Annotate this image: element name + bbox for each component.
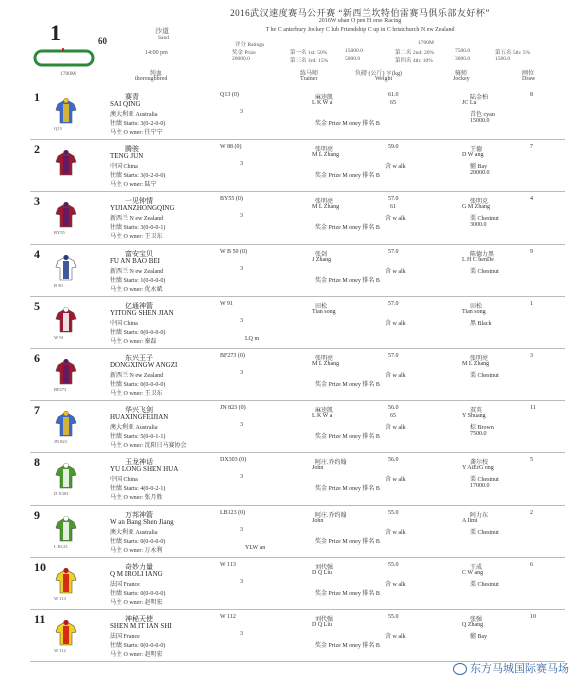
prize-4th-value: 3000.0 — [455, 56, 471, 62]
jockey-silk-icon — [54, 568, 78, 594]
prize-money-label: 奖金 Prize M oney 排名 B — [315, 538, 380, 545]
trainer-en: L K W a — [312, 100, 333, 106]
draw-number: 10 — [530, 614, 536, 620]
horse-name-en: Q M IROLI IANG — [110, 569, 163, 578]
prize-5th: 第五名 5th: 5% — [495, 50, 531, 56]
horse-code: DX303 (0) — [220, 457, 247, 464]
horse-starts: 往绩 Starts: 3(0-0-0-1) — [110, 225, 166, 232]
horse-owner: 马主 O wner: 陆宁 — [110, 182, 157, 189]
jockey-en: G M Zhang — [462, 204, 490, 211]
prize-money-label: 奖金 Prize M oney 排名 B — [315, 590, 380, 597]
jockey-en: JC Lu — [462, 100, 477, 106]
distance-label: 1700M — [418, 40, 434, 46]
draw-number: 3 — [530, 353, 533, 359]
horse-color: 栗 Chestnut — [470, 477, 499, 484]
prize-money-label: 奖金 Prize M oney 排名 B — [315, 434, 380, 441]
trainer-en: M L Zhang — [312, 204, 340, 211]
jockey-cn: 双英 — [470, 408, 483, 415]
col-jockey-cn: 骑师 — [455, 71, 468, 77]
horse-owner: 马主 O wner: 赵明宏 — [110, 652, 163, 658]
jockey-silk-icon — [54, 359, 78, 385]
col-trainer-cn: 练马师 — [300, 71, 319, 77]
col-draw-en: Draw — [522, 76, 536, 82]
trainer-en: J Zhang — [312, 256, 332, 263]
draw-number: 8 — [530, 92, 533, 98]
horse-brand: JN 823 — [54, 439, 67, 445]
runner-row — [30, 88, 565, 140]
prize-money-label: 奖金 Prize M oney 排名 B — [315, 277, 380, 284]
horse-origin: 新西兰 N ew Zealand — [110, 216, 164, 223]
horse-color: 栗 Chestnut — [470, 373, 499, 379]
weight-note: 含 w alk — [385, 529, 406, 536]
runner-number: 10 — [34, 559, 46, 574]
runner-row — [30, 140, 565, 192]
trainer-cn: 张明亮 — [315, 147, 334, 154]
weight-secondary: 65 — [390, 413, 396, 420]
track-length: 1700M — [60, 71, 76, 77]
weight-note: 含 w alk — [385, 268, 406, 275]
horse-name-en: HUAXINGFEIJIAN — [110, 413, 169, 422]
horse-color: 黑 Black — [470, 320, 492, 327]
jockey-cn: 王德 — [470, 147, 483, 154]
horse-age: 3 — [240, 474, 243, 481]
horse-age: 3 — [240, 631, 243, 637]
horse-age: 3 — [240, 109, 243, 115]
horse-brand: BY55 — [54, 230, 65, 236]
trainer-en: L K W a — [312, 413, 333, 420]
horse-brand: L B123 — [54, 543, 68, 549]
prize-money-label: 奖金 Prize M oney 排名 B — [315, 643, 380, 649]
trainer-en: Tian song — [312, 308, 336, 315]
watermark — [453, 660, 569, 676]
horse-name-cn: 腾骏 — [125, 145, 139, 154]
trainer-cn: 田松 — [315, 303, 328, 310]
trainer-cn: 张明亮 — [315, 356, 334, 362]
trainer-cn: 张剑 — [315, 251, 328, 258]
horse-age: 3 — [240, 213, 243, 220]
runner-number: 4 — [34, 246, 40, 261]
prize-money-label: 奖金 Prize M oney 排名 B — [315, 173, 380, 180]
runner-number: 6 — [34, 351, 40, 365]
horse-code: W 88 (0) — [220, 144, 242, 151]
horse-origin: 中国 China — [110, 477, 138, 484]
draw-number: 1 — [530, 300, 533, 307]
weight-value: 55.0 — [388, 561, 399, 568]
horse-starts: 往绩 Starts: 3(0-2-0-0) — [110, 173, 166, 180]
horse-name-cn: 玉龙神话 — [125, 458, 153, 467]
horse-starts: 往绩 Starts: 0(0-0-0-0) — [110, 538, 166, 545]
horse-owner: 马主 O wner: 王卫东 — [110, 234, 163, 241]
horse-owner: 马主 O wner: 任宁宁 — [110, 130, 163, 136]
trainer-cn: 刘代强 — [315, 617, 334, 623]
prize-1st-value: 15000.0 — [345, 48, 363, 54]
prize-3rd: 第三名 3rd: 15% — [290, 58, 329, 64]
prize-money-value: 3000.0 — [470, 222, 487, 229]
horse-starts: 往绩 Starts: 0(0-0-0-0) — [110, 590, 166, 597]
prize-2nd: 第二名 2nd: 20% — [395, 50, 435, 56]
runner-row — [30, 297, 565, 349]
draw-number: 11 — [530, 405, 536, 412]
jockey-cn: 陆金柏 — [470, 95, 489, 101]
horse-code: W 113 — [220, 561, 236, 568]
horse-owner: 马主 O wner: 张月胜 — [110, 495, 163, 502]
runner-row — [30, 349, 565, 401]
prize-money-label: 奖金 Prize M oney 排名 B — [315, 486, 380, 493]
wechat-icon — [453, 663, 467, 675]
trainer-cn: 阿庄.乔约翰 — [315, 460, 347, 467]
trainer-cn: 麻逵凯 — [315, 408, 334, 415]
horse-code: W 91 — [220, 300, 234, 307]
draw-number: 5 — [530, 457, 533, 464]
horse-color: 栗 Chestnut — [470, 268, 499, 275]
weight-note: 含 w alk — [385, 320, 406, 327]
col-jockey-en: Jockey — [453, 76, 470, 82]
horse-code: JN 823 (0) — [220, 405, 246, 412]
horse-color: 骝 Bay — [470, 164, 488, 171]
prize-5th-value: 1500.0 — [495, 56, 511, 62]
jockey-silk-icon — [54, 98, 78, 124]
col-weight-cn: 负磅 (公斤) ＊(kg) — [355, 71, 402, 77]
weight-note: 含 w alk — [385, 477, 406, 484]
horse-starts: 往绩 Starts: 0(0-0-0-0) — [110, 329, 166, 336]
runner-row — [30, 401, 565, 453]
horse-code: LB123 (0) — [220, 509, 246, 516]
runner-row — [30, 192, 565, 244]
runner-number: 7 — [34, 403, 40, 418]
weight-value: 55.0 — [388, 614, 399, 620]
weight-value: 57.0 — [388, 196, 399, 203]
horse-code: W 112 — [220, 614, 236, 620]
prize-money-label: 奖金 Prize M oney 排名 B — [315, 121, 380, 127]
horse-name-en: W an Bang Shen Jiang — [110, 517, 174, 526]
race-title-en: 2016W uhan O pen H orse Racing — [318, 18, 402, 24]
horse-color: 栗 Chestnut — [470, 216, 499, 223]
horse-name-en: YITONG SHEN JIAN — [110, 308, 174, 317]
horse-name-cn: 奇妙力量 — [125, 562, 153, 571]
weight-note: 含 w alk — [385, 581, 406, 588]
race-distance: 60 — [98, 36, 107, 46]
race-title: 2016武汉速度赛马公开赛 “新西兰坎特伯雷赛马俱乐部友好杯” — [230, 8, 490, 18]
horse-age: 3 — [240, 317, 243, 324]
horse-origin: 新西兰 N ew Zealand — [110, 373, 164, 379]
jockey-en: D W ang — [462, 152, 484, 159]
trainer-en: M L Zhang — [312, 361, 340, 367]
weight-value: 57.0 — [388, 248, 399, 255]
horse-color: 栗 Chestnut — [470, 529, 499, 536]
horse-starts: 往绩 Starts: 0(0-0-0-0) — [110, 643, 166, 649]
horse-color: 棕 Brown — [470, 425, 494, 432]
runner-row — [30, 610, 565, 662]
jockey-en: Q Zhang — [462, 622, 484, 628]
prize-1st: 第一名 1st: 50% — [290, 50, 328, 56]
runner-number: 1 — [34, 90, 40, 104]
weight-note: 含 w alk — [385, 634, 406, 640]
horse-name-cn: 神秘天使 — [125, 615, 153, 623]
jockey-en: Y Shuang — [462, 413, 486, 420]
horse-name-en: SAI QING — [110, 100, 141, 108]
horse-brand: Q13 — [54, 126, 62, 131]
horse-age: 3 — [240, 370, 243, 376]
jockey-silk-icon — [54, 411, 78, 437]
draw-number: 2 — [530, 509, 533, 516]
horse-color: 青色 cyan — [470, 112, 495, 118]
horse-starts: 往绩 Starts: 3(0-2-0-0) — [110, 121, 166, 127]
horse-origin: 中国 China — [110, 164, 138, 171]
jockey-cn: 龚尔校 — [470, 460, 489, 467]
horse-starts: 往绩 Starts: 0(0-0-0-0) — [110, 382, 166, 388]
runner-row — [30, 245, 565, 297]
col-weight-en: Weight — [375, 76, 393, 82]
horse-origin: 新西兰 N ew Zealand — [110, 268, 164, 275]
jockey-silk-icon — [54, 307, 78, 333]
horse-name-cn: 万邦神箭 — [125, 510, 153, 519]
weight-secondary: 65 — [390, 100, 396, 106]
race-time: 14:00 pm — [145, 50, 168, 56]
trainer-cn: 麻逵凯 — [315, 95, 334, 101]
horse-origin: 澳大利亚 Australia — [110, 529, 158, 536]
horse-name-en: YIJIANZHONGQING — [110, 204, 175, 213]
prize-2nd-value: 7500.0 — [455, 48, 471, 54]
prize-label: 奖金 Prize — [232, 50, 256, 56]
jockey-en: A Iimi — [462, 517, 478, 524]
horse-brand: B 50 — [54, 282, 63, 288]
horse-owner: 马主 O wner: 赵明宏 — [110, 599, 163, 606]
jockey-silk-icon — [54, 202, 78, 228]
horse-owner: 马主 O wner: 王卫东 — [110, 391, 163, 397]
draw-number: 6 — [530, 561, 533, 568]
jockey-en: Y AiErG ong — [462, 465, 494, 472]
weight-note: 含 w alk — [385, 373, 406, 379]
runner-row — [30, 558, 565, 610]
prize-value: 20000.0 — [232, 56, 250, 62]
prize-money-label: 奖金 Prize M oney 排名 B — [315, 225, 380, 232]
horse-starts: 往绩 Starts: 4(0-0-2-1) — [110, 486, 166, 493]
horse-owner: 马主 O wner: 秦磊 — [110, 338, 157, 345]
horse-name-en: DONGXINGW ANGZI — [110, 361, 178, 369]
horse-color: 骝 Bay — [470, 634, 488, 640]
horse-name-en: YU LONG SHEN HUA — [110, 465, 179, 474]
prize-money-value: 17000.0 — [470, 483, 490, 490]
runner-number: 9 — [34, 507, 40, 522]
watermark-text: 东方马城国际赛马场 — [470, 662, 569, 675]
trainer-cn: 张明亮 — [315, 199, 334, 206]
trainer-en: M L Zhang — [312, 152, 340, 159]
jockey-en: Tian song — [462, 308, 486, 315]
weight-value: 61.0 — [388, 92, 399, 98]
jockey-silk-icon — [54, 150, 78, 176]
jockey-en: L H C henDe — [462, 256, 494, 263]
jockey-cn: 田松 — [470, 303, 483, 310]
trainer-cn: 刘代强 — [315, 564, 334, 571]
runner-number: 2 — [34, 142, 40, 157]
horse-origin: 澳大利亚 Australia — [110, 425, 158, 432]
trainer-cn: 阿庄.乔约翰 — [315, 512, 347, 519]
horse-age: 3 — [240, 161, 243, 168]
horse-brand: W 91 — [54, 334, 64, 340]
jockey-cn: 王成 — [470, 564, 483, 571]
jockey-silk-icon — [54, 463, 78, 489]
weight-value: 56.0 — [388, 457, 399, 464]
jockey-silk-icon — [54, 516, 78, 542]
horse-code: BF273 (0) — [220, 353, 245, 359]
rating-label: 评分 Ratings — [235, 42, 265, 48]
horse-brand: W 113 — [54, 595, 66, 601]
draw-number: 7 — [530, 144, 533, 151]
weight-value: 56.0 — [388, 405, 399, 412]
trainer-en: John — [312, 517, 324, 524]
weight-value: 57.0 — [388, 300, 399, 307]
horse-name-cn: 东兴王子 — [125, 354, 153, 362]
runner-number: 8 — [34, 455, 40, 470]
weight-note: 含 w alk — [385, 425, 406, 432]
horse-name-cn: 富安宝贝 — [125, 249, 153, 258]
runner-row — [30, 453, 565, 505]
horse-name-en: TENG JUN — [110, 152, 144, 161]
jockey-cn: 张明亮 — [470, 356, 489, 362]
runner-number: 3 — [34, 194, 40, 209]
prize-money-label: 奖金 Prize M oney 排名 B — [315, 382, 380, 388]
horse-age: 3 — [240, 265, 243, 272]
horse-color: 栗 Chestnut — [470, 581, 499, 588]
trainer-en: John — [312, 465, 324, 472]
horse-owner: 马主 O wner: 万永利 — [110, 547, 163, 554]
horse-origin: 法国 France — [110, 581, 140, 588]
jockey-cn: 张强 — [470, 617, 483, 623]
horse-name-en: FU AN BAO BEI — [110, 256, 160, 265]
weight-secondary: 61 — [390, 204, 396, 211]
horse-owner: 马主 O wner: 优永斌 — [110, 286, 163, 293]
horse-brand: W 112 — [54, 648, 66, 653]
horse-name-cn: 华兴飞剑 — [125, 406, 153, 415]
trainer-en: D Q Liu — [312, 569, 332, 576]
horse-code: Q13 (0) — [220, 92, 239, 98]
horse-origin: 中国 China — [110, 320, 138, 327]
draw-number: 9 — [530, 248, 533, 255]
prize-3rd-value: 5000.0 — [345, 56, 361, 62]
weight-note: 含 w alk — [385, 216, 406, 223]
surface-en: Sand — [158, 35, 169, 41]
runner-number: 11 — [34, 612, 46, 626]
horse-age: 3 — [240, 578, 243, 585]
track-icon — [33, 48, 95, 70]
trainer-en: D Q Liu — [312, 622, 332, 628]
jockey-en: M L Zhang — [462, 361, 490, 367]
col-horse-en: thoroughbred — [135, 76, 168, 82]
horse-name-cn: 赛青 — [125, 93, 139, 101]
weight-value: 55.0 — [388, 509, 399, 516]
horse-brand: BF273 — [54, 387, 67, 392]
horse-code: W B 50 (0) — [220, 248, 248, 255]
horse-age: 3 — [240, 526, 243, 533]
horse-name-cn: 亿通神箭 — [125, 301, 153, 310]
extra-note: LQ m — [245, 335, 260, 342]
weight-value: 59.0 — [388, 144, 399, 151]
race-subtitle-en: T he C anterbury Jockey C lub Friendship C up in C hristchurch N ew Zealand — [265, 27, 455, 33]
runner-number: 5 — [34, 298, 40, 313]
horse-name-en: SHEN M IT IAN SHI — [110, 622, 172, 630]
horse-brand: D X303 — [54, 491, 69, 497]
jockey-cn: 陈德力黑 — [470, 251, 495, 258]
jockey-silk-icon — [54, 255, 78, 281]
prize-money-value: 7500.0 — [470, 431, 487, 438]
extra-note: YLW an — [245, 544, 266, 551]
runner-row — [30, 506, 565, 558]
col-horse-cn: 纯血 — [150, 71, 163, 77]
horse-starts: 往绩 Starts: 5(0-0-1-1) — [110, 434, 166, 441]
horse-origin: 澳大利亚 Australia — [110, 112, 158, 118]
horse-code: BY55 (0) — [220, 196, 243, 203]
horse-owner: 马主 O wner: 沈阳日马赛协会 — [110, 443, 187, 450]
draw-number: 4 — [530, 196, 533, 203]
race-number: 1 — [50, 20, 61, 45]
col-draw-cn: 闸位 — [522, 71, 535, 77]
weight-value: 57.0 — [388, 353, 399, 359]
horse-name-cn: 一见钟情 — [125, 197, 153, 206]
jockey-cn: 阿力东 — [470, 512, 489, 519]
surface-cn: 沙道 — [155, 27, 169, 35]
weight-note: 含 w alk — [385, 164, 406, 171]
horse-starts: 往绩 Starts: 1(0-0-0-0) — [110, 277, 166, 284]
horse-age: 3 — [240, 422, 243, 429]
jockey-cn: 张明克 — [470, 199, 489, 206]
jockey-en: C W ang — [462, 569, 484, 576]
prize-money-value: 15000.0 — [470, 118, 490, 124]
col-trainer-en: Trainer — [300, 76, 318, 82]
horse-origin: 法国 France — [110, 634, 140, 640]
prize-4th: 第四名 4th: 10% — [395, 58, 433, 64]
jockey-silk-icon — [54, 620, 78, 646]
prize-money-value: 20000.0 — [470, 170, 490, 177]
